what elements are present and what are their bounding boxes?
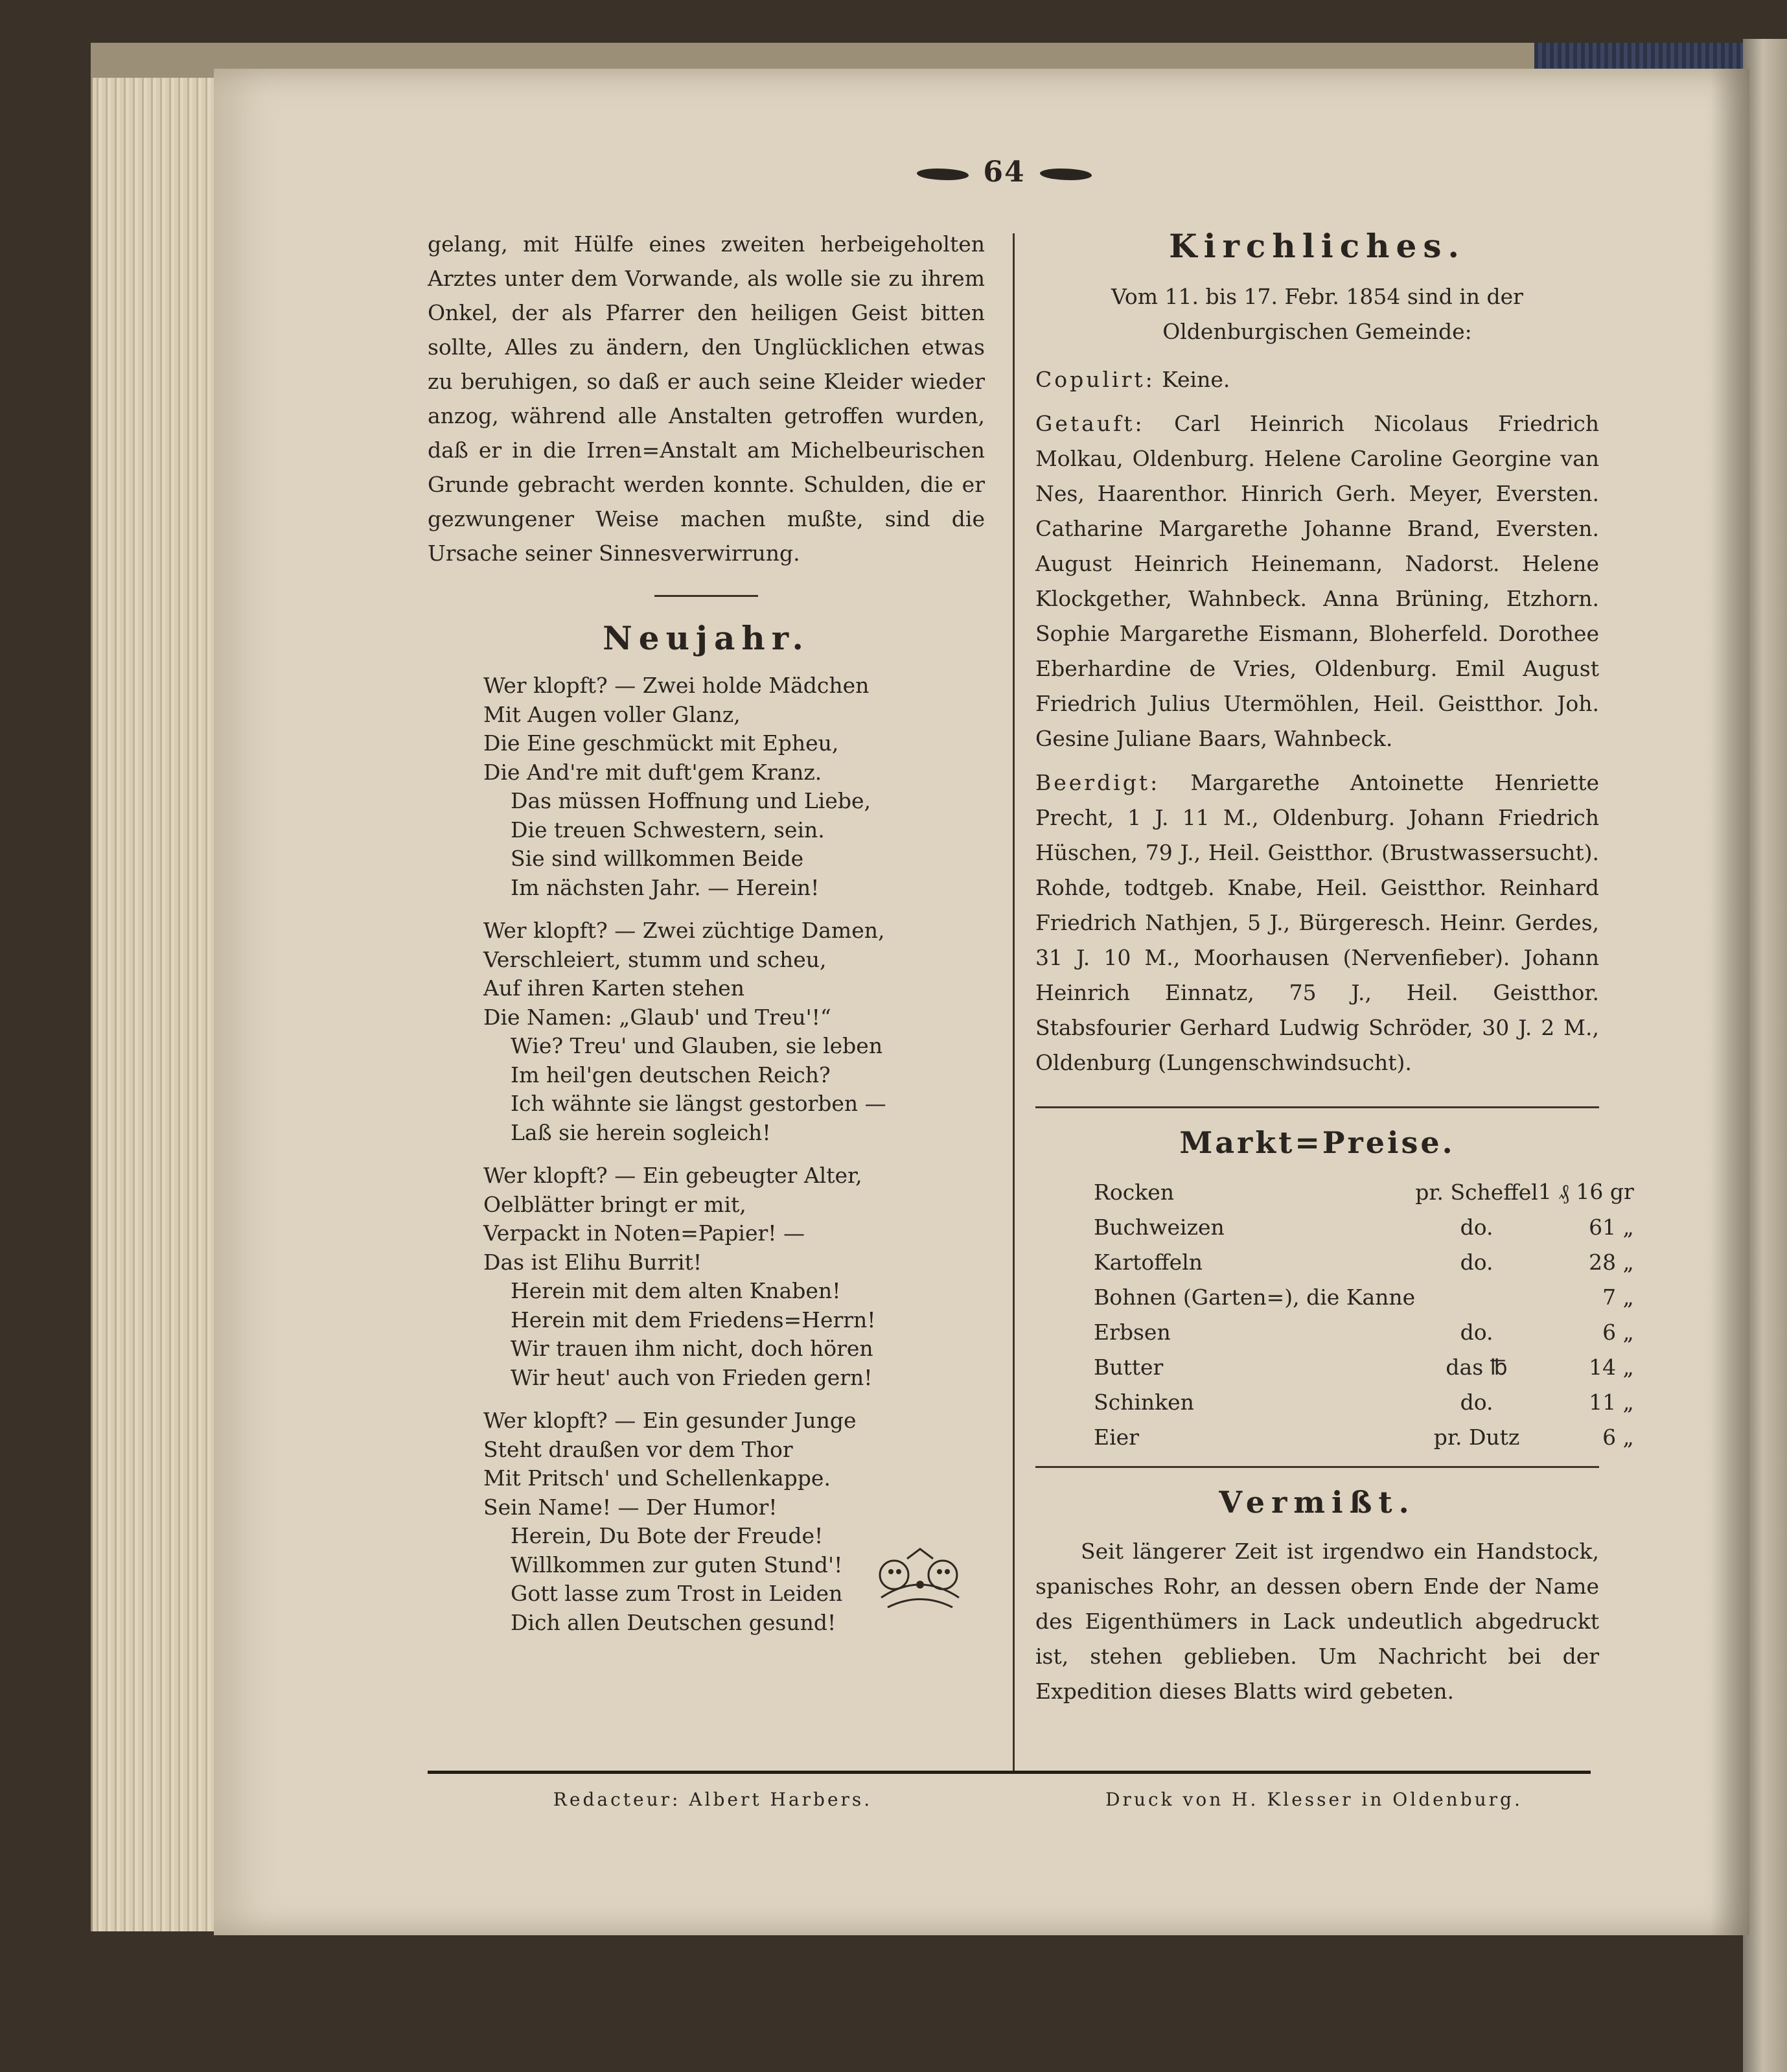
poem — [483, 671, 985, 1637]
copulirt-text: Keine. — [1162, 367, 1230, 392]
price-item: Schinken — [1094, 1389, 1194, 1415]
ornament-left-icon — [917, 169, 969, 180]
price-unit: do. — [1460, 1319, 1493, 1345]
poem-line: Auf ihren Karten stehen — [483, 975, 745, 1001]
price-unit: do. — [1460, 1389, 1493, 1415]
poem-line: Mit Augen voller Glanz, — [483, 701, 741, 727]
church-title: Kirchliches. — [1169, 227, 1466, 265]
price-row — [1035, 1244, 1648, 1279]
price-table — [1035, 1174, 1648, 1454]
poem-line: Herein, Du Bote der Freude! — [511, 1523, 824, 1548]
poem-line: Steht draußen vor dem Thor — [483, 1436, 793, 1462]
beerdigt-label: Beerdigt: — [1035, 770, 1160, 795]
page-gutter-shadow — [1711, 69, 1749, 1935]
poem-line: Herein mit dem alten Knaben! — [511, 1278, 841, 1303]
poem-line: Verpackt in Noten=Papier! — — [483, 1220, 805, 1246]
poem-line: Willkommen zur guten Stund'! — [511, 1552, 843, 1577]
page-stack-edge — [91, 78, 229, 1931]
poem-line: Im nächsten Jahr. — Herein! — [511, 874, 820, 900]
section-divider — [1035, 1466, 1599, 1468]
poem-stanza — [483, 671, 985, 902]
price-unit: do. — [1460, 1214, 1493, 1240]
poem-line: Im heil'gen deutschen Reich? — [511, 1062, 831, 1088]
price-unit: pr. Dutz — [1433, 1424, 1520, 1450]
price-row — [1035, 1174, 1648, 1209]
poem-line: Die And're mit duft'gem Kranz. — [483, 759, 822, 785]
poem-line: Wer klopft? — Ein gebeugter Alter, — [483, 1163, 862, 1188]
poem-stanza — [483, 916, 985, 1147]
price-unit — [1415, 1279, 1538, 1314]
price-item: Butter — [1094, 1354, 1164, 1380]
price-amount: 11 „ — [1589, 1389, 1634, 1415]
poem-line: Das ist Elihu Burrit! — [483, 1249, 702, 1275]
footer-printer: Druck von H. Klesser in Oldenburg. — [1105, 1789, 1523, 1810]
poem-line: Sein Name! — Der Humor! — [483, 1494, 778, 1520]
price-amount: 14 „ — [1589, 1354, 1634, 1380]
poem-line: Die Eine geschmückt mit Epheu, — [483, 730, 839, 756]
price-amount: 6 „ — [1602, 1319, 1634, 1345]
price-row — [1035, 1314, 1648, 1349]
poem-line: Das müssen Hoffnung und Liebe, — [511, 788, 871, 813]
market-title: Markt=Preise. — [1179, 1125, 1455, 1160]
price-item: Eier — [1094, 1424, 1139, 1450]
ornament-vignette-icon — [862, 1546, 978, 1617]
right-column — [1035, 227, 1634, 1709]
beerdigt-text: Margarethe Antoinette Henriette Precht, 1 J. 11 M., Oldenburg. Johann Friedrich Hüschen, 79 J., Heil. Geistthor. (Brustwassersucht). Rohde, todtgeb. Knabe, Heil. Geistthor. Reinhard Friedrich Nathjen, 5 J., Bürgeresch. Heinr. Gerdes, 31 J. 10 M., Moorhausen (Nervenfieber). Johann Heinrich Einnatz, 75 J., Heil. Geistthor. Stabsfourier Gerhard Ludwig Schröder, 30 J. 2 M., Oldenburg (Lungenschwindsucht). — [1035, 770, 1599, 1075]
poem-line: Wie? Treu' und Glauben, sie leben — [511, 1033, 883, 1058]
price-row — [1035, 1279, 1648, 1314]
page-number-text: 64 — [983, 156, 1026, 189]
price-item: Bohnen (Garten=), die Kanne — [1094, 1284, 1416, 1310]
poem-line: Mit Pritsch' und Schellenkappe. — [483, 1465, 831, 1491]
poem-line: Wer klopft? — Ein gesunder Junge — [483, 1408, 857, 1433]
beerdigt-entry — [1035, 765, 1599, 1080]
price-item: Kartoffeln — [1094, 1249, 1203, 1275]
poem-line: Verschleiert, stumm und scheu, — [483, 946, 827, 972]
vermisst-text: Seit längerer Zeit ist irgendwo ein Handstock, spanisches Rohr, an dessen obern Ende der Name des Eigenthümers in Lack undeutlich abgedruckt ist, stehen geblieben. Um Nachricht bei der Expedition dieses Blatts wird gebeten. — [1035, 1539, 1599, 1704]
intro-paragraph: gelang, mit Hülfe eines zweiten herbeigeholten Arztes unter dem Vorwande, als wolle sie zu ihrem Onkel, der als Pfarrer den heiligen Geist bitten sollte, Alles zu ändern, den Unglücklichen etwas zu beruhigen, so daß er auch seine Kleider wieder anzog, während alle Anstalten getroffen wurden, daß er in die Irren=Anstalt am Michelbeurischen Grunde gebracht werden konnte. Schulden, die er gezwungener Weise machen mußte, sind die Ursache seiner Sinnesverwirrung. — [428, 231, 985, 566]
price-amount: 1 ₰ 16 gr — [1538, 1179, 1634, 1204]
getauft-text: Carl Heinrich Nicolaus Friedrich Molkau, Oldenburg. Helene Caroline Georgine van Nes, Haarenthor. Hinrich Gerh. Meyer, Eversten. Catharine Margarethe Johanne Brand, Eversten. August Heinrich Heinemann, Nadorst. Helene Klockgether, Wahnbeck. Anna Brüning, Etzhorn. Sophie Margarethe Eismann, Bloherfeld. Dorothee Eberhardine de Vries, Oldenburg. Emil August Friedrich Julius Utermöhlen, Heil. Geistthor. Joh. Gesine Juliane Baars, Wahnbeck. — [1035, 411, 1599, 751]
poem-line: Wer klopft? — Zwei holde Mädchen — [483, 673, 870, 698]
poem-line: Oelblätter bringt er mit, — [483, 1191, 746, 1217]
price-amount: 61 „ — [1589, 1214, 1634, 1240]
poem-stanza — [483, 1161, 985, 1392]
price-row — [1035, 1384, 1648, 1419]
poem-line: Wer klopft? — Zwei züchtige Damen, — [483, 918, 885, 943]
poem-title: Neujahr. — [603, 619, 810, 657]
left-column — [428, 227, 985, 1651]
poem-line: Dich allen Deutschen gesund! — [511, 1609, 836, 1635]
ornament-right-icon — [1040, 169, 1092, 180]
price-amount: 6 „ — [1602, 1424, 1634, 1450]
price-item: Erbsen — [1094, 1319, 1171, 1345]
copulirt-entry — [1035, 362, 1599, 397]
poem-line: Gott lasse zum Trost in Leiden — [511, 1581, 843, 1606]
poem-line: Herein mit dem Friedens=Herrn! — [511, 1307, 876, 1333]
footer-editor: Redacteur: Albert Harbers. — [553, 1789, 873, 1810]
poem-line: Laß sie herein sogleich! — [511, 1119, 771, 1145]
poem-line: Sie sind willkommen Beide — [511, 846, 804, 871]
getauft-label: Getauft: — [1035, 411, 1145, 436]
vermisst-title: Vermißt. — [1219, 1485, 1416, 1520]
price-row — [1035, 1349, 1648, 1384]
getauft-entry — [1035, 406, 1599, 756]
poem-line: Ich wähnte sie längst gestorben — — [511, 1091, 886, 1116]
page-number — [894, 156, 1114, 189]
price-row — [1035, 1419, 1648, 1454]
column-divider — [1013, 233, 1015, 1773]
price-unit: pr. Scheffel — [1415, 1179, 1538, 1205]
book-cover-right — [1743, 39, 1787, 2072]
price-unit: das ℔ — [1446, 1354, 1508, 1380]
section-divider — [654, 595, 758, 597]
price-unit: do. — [1460, 1249, 1493, 1275]
poem-line: Wir heut' auch von Frieden gern! — [511, 1364, 873, 1390]
footer-rule — [428, 1771, 1591, 1774]
price-row — [1035, 1209, 1648, 1244]
poem-line: Die treuen Schwestern, sein. — [511, 817, 825, 843]
poem-line: Die Namen: „Glaub' und Treu'!“ — [483, 1004, 831, 1030]
copulirt-label: Copulirt: — [1035, 367, 1155, 392]
poem-line: Wir trauen ihm nicht, doch hören — [511, 1336, 873, 1361]
section-divider — [1035, 1106, 1599, 1108]
price-item: Buchweizen — [1094, 1214, 1225, 1240]
price-amount: 7 „ — [1602, 1284, 1634, 1310]
price-amount: 28 „ — [1589, 1249, 1634, 1275]
church-intro: Vom 11. bis 17. Febr. 1854 sind in der Oldenburgischen Gemeinde: — [1111, 284, 1523, 344]
price-item: Rocken — [1094, 1179, 1174, 1205]
